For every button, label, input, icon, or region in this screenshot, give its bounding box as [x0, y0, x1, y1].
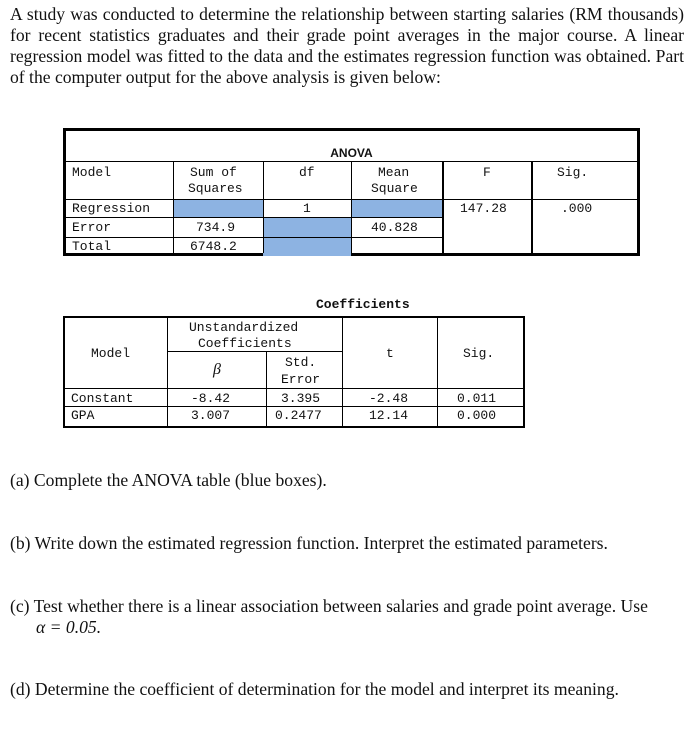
coef-header-sig: Sig.: [463, 346, 495, 361]
anova-header-model: Model: [72, 165, 112, 180]
coef-row-constant-sig: 0.011: [457, 391, 497, 406]
coef-row-constant-label: Constant: [71, 391, 134, 406]
anova-row-error-ss: 734.9: [196, 220, 236, 235]
anova-header-df: df: [299, 165, 315, 180]
coef-header-se-line2: Error: [281, 372, 321, 387]
anova-header-sig: Sig.: [557, 165, 589, 180]
question-c-line1: (c) Test whether there is a linear association between salaries and grade point average. Use: [10, 596, 648, 616]
coef-header-beta: β: [213, 361, 221, 378]
anova-title: ANOVA: [330, 146, 373, 160]
question-d: (d) Determine the coefficient of determination for the model and interpret its meaning.: [10, 679, 619, 699]
anova-row-regression-df: 1: [303, 201, 311, 216]
coefficients-title: Coefficients: [316, 297, 410, 312]
anova-row-regression-f: 147.28: [460, 201, 507, 216]
question-b: (b) Write down the estimated regression function. Interpret the estimated parameters.: [10, 533, 608, 553]
blank-total-df[interactable]: [263, 238, 351, 256]
coef-header-unstd-line1: Unstandardized: [189, 320, 299, 335]
anova-row-total-label: Total: [72, 239, 112, 254]
coef-row-constant-t: -2.48: [369, 391, 409, 406]
anova-header-ss-line1: Sum of: [190, 165, 237, 180]
coef-row-constant-se: 3.395: [281, 391, 321, 406]
anova-row-error-label: Error: [72, 220, 112, 235]
coef-header-se-line1: Std.: [285, 355, 317, 370]
coef-row-gpa-label: GPA: [71, 408, 95, 423]
blank-regression-ms[interactable]: [351, 200, 442, 217]
coef-header-t: t: [386, 346, 394, 361]
intro-paragraph: A study was conducted to determine the relationship between starting salaries (RM thousands) for recent statistics graduates and their grade point averages in the major course. A linear regression model was fitted to the data and the estimates regression function was obtained. Part of the computer output for the above analysis is given below:: [10, 4, 684, 87]
anova-row-regression-label: Regression: [72, 201, 151, 216]
anova-header-ms-line2: Square: [371, 181, 418, 196]
blank-error-df[interactable]: [263, 218, 351, 237]
coef-header-unstd-line2: Coefficients: [198, 336, 292, 351]
coefficients-table: [63, 316, 525, 428]
anova-header-ms-line1: Mean: [378, 165, 410, 180]
anova-row-regression-sig: .000: [561, 201, 593, 216]
anova-table: [63, 128, 640, 256]
question-a: (a) Complete the ANOVA table (blue boxes).: [10, 470, 327, 490]
blank-regression-ss[interactable]: [173, 200, 263, 217]
anova-row-error-ms: 40.828: [371, 220, 418, 235]
coef-row-constant-beta: -8.42: [191, 391, 231, 406]
coef-row-gpa-beta: 3.007: [191, 408, 231, 423]
question-c-line2: α = 0.05.: [36, 617, 102, 637]
coef-row-gpa-sig: 0.000: [457, 408, 497, 423]
anova-header-f: F: [483, 165, 491, 180]
coef-header-model: Model: [91, 346, 131, 361]
coef-row-gpa-t: 12.14: [369, 408, 409, 423]
coef-row-gpa-se: 0.2477: [275, 408, 322, 423]
anova-header-ss-line2: Squares: [188, 181, 243, 196]
anova-row-total-ss: 6748.2: [190, 239, 237, 254]
